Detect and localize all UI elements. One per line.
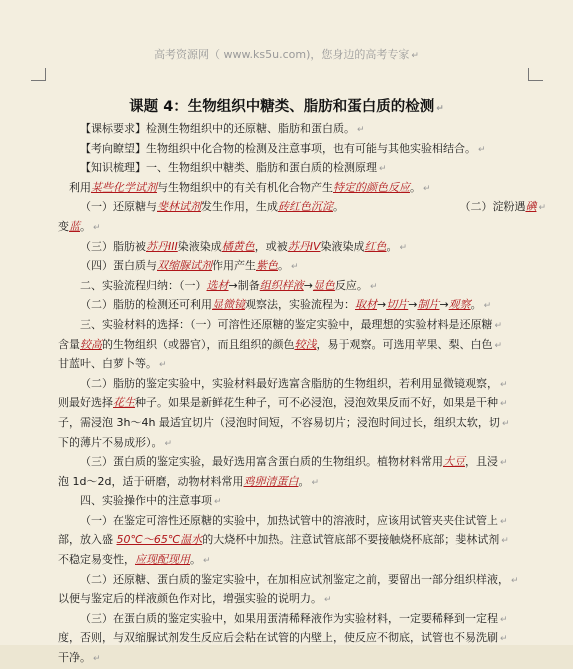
return-mark: ↵ — [93, 654, 101, 665]
paragraph-line-l25 — [58, 590, 546, 610]
text-run: → — [439, 298, 449, 312]
paragraph-line-l3 — [58, 159, 546, 179]
return-mark: ↵ — [311, 477, 320, 488]
text-run: （三）脂肪被 — [80, 239, 146, 253]
return-mark: ↵ — [436, 104, 444, 114]
title-text: 课题 4：生物组织中糖类、脂肪和蛋白质的检测 — [129, 99, 435, 115]
text-run: 。 — [470, 298, 482, 312]
text-run: ，且浸 — [465, 455, 498, 469]
return-mark: ↵ — [164, 438, 173, 449]
text-run: （二）脂肪的鉴定实验中，实验材料最好选富含脂肪的生物组织，若利用显微镜观察， — [80, 376, 498, 390]
text-run: 的大烧杯中加热。注意试管底部不要接触烧杯底部；斐林试剂 — [202, 533, 500, 547]
highlighted-term: 鸡卵清蛋白 — [243, 474, 299, 488]
text-run: 利用 — [58, 180, 91, 194]
text-run: ，或被 — [254, 239, 288, 253]
highlighted-term: 苏丹IV — [287, 239, 321, 253]
text-run: （三）蛋白质的鉴定实验，最好选用富含蛋白质的生物组织。植物材料常用 — [80, 455, 443, 469]
return-mark: ↵ — [291, 262, 299, 273]
text-run: 。 — [410, 180, 421, 194]
return-mark: ↵ — [214, 497, 222, 508]
paragraph-line-l2 — [58, 140, 546, 160]
text-run: 观察法，实验流程为： — [245, 298, 355, 312]
highlighted-term: 观察 — [448, 298, 471, 312]
text-run: 与生物组织中的有关有机化合物产生 — [157, 180, 333, 194]
text-run: 。 — [298, 474, 310, 488]
text-run: （一）在鉴定可溶性还原糖的实验中，加热试管中的溶液时，应该用试管夹夹住试管上 — [80, 513, 498, 527]
highlighted-term: 切片 — [386, 298, 409, 312]
return-mark: ↵ — [203, 556, 211, 567]
paragraph-line-l27 — [58, 629, 546, 649]
text-run: 二、实验流程归纳：（一） — [80, 278, 207, 292]
text-run: （三）在蛋白质的鉴定实验中，如果用蛋清稀释液作为实验材料，一定要稀释到一定程 — [80, 611, 498, 625]
text-run: （四）蛋白质与 — [80, 259, 157, 273]
text-run: 反应。 — [334, 278, 368, 292]
document-body[interactable] — [58, 120, 546, 669]
highlighted-term: 显色 — [312, 278, 335, 292]
paragraph-line-l10 — [58, 296, 546, 316]
text-run: 变 — [58, 219, 69, 233]
paragraph-line-l16 — [58, 414, 546, 434]
paragraph-line-l11 — [58, 316, 546, 336]
text-run: 则最好选择 — [58, 396, 113, 410]
text-run: 【知识梳理】一、生物组织中糖类、脂肪和蛋白质的检测原理 — [80, 161, 377, 175]
paragraph-line-l17 — [58, 434, 546, 454]
highlighted-term: 制片 — [417, 298, 440, 312]
text-run: 不稳定易变性， — [58, 553, 135, 567]
return-mark: ↵ — [423, 183, 431, 194]
text-run: （一）还原糖与 — [80, 200, 157, 214]
highlighted-term: 砖红色沉淀 — [278, 200, 333, 214]
return-mark: ↵ — [500, 516, 508, 527]
highlighted-term: 红色 — [364, 239, 387, 253]
crop-mark-top-right — [528, 68, 543, 81]
paragraph-line-l26 — [58, 610, 546, 630]
highlighted-term: 取材 — [355, 298, 377, 312]
return-mark: ↵ — [500, 399, 508, 410]
text-run: → — [377, 298, 387, 312]
highlighted-term: 较浅 — [294, 337, 317, 351]
paragraph-line-l14 — [58, 375, 546, 395]
crop-mark-top-left — [31, 68, 46, 81]
paragraph-line-l20 — [58, 492, 546, 512]
paragraph-line-l13 — [58, 355, 546, 375]
text-run: （二）还原糖、蛋白质的鉴定实验中，在加相应试剂鉴定之前，要留出一部分组织样液， — [80, 572, 509, 586]
paragraph-line-l5 — [58, 198, 546, 218]
return-mark: ↵ — [411, 51, 419, 61]
return-mark: ↵ — [494, 320, 503, 331]
paragraph-line-l6 — [58, 218, 546, 238]
paragraph-line-l21 — [58, 512, 546, 532]
text-run: 作用产生 — [212, 259, 256, 273]
text-run: → — [303, 278, 313, 292]
return-mark: ↵ — [324, 595, 332, 606]
text-run: 四、实验操作中的注意事项 — [80, 494, 212, 508]
page-title — [0, 95, 573, 116]
return-mark: ↵ — [357, 125, 365, 135]
highlighted-term: 特定的颜色反应 — [333, 180, 410, 194]
text-run: 泡 1d～2d，适于研磨，动物材料常用 — [58, 474, 244, 488]
return-mark: ↵ — [500, 458, 508, 469]
highlighted-term: 某些化学试剂 — [91, 180, 157, 194]
return-mark: ↵ — [483, 301, 492, 312]
text-run: 种子。如果是新鲜花生种子，可不必浸泡，浸泡效果反而不好，如果是干种 — [135, 396, 498, 410]
paragraph-line-l4 — [58, 179, 546, 199]
text-run: 。 — [278, 259, 289, 273]
page-header — [0, 46, 573, 62]
return-mark: ↵ — [369, 281, 378, 292]
text-run: →制备 — [228, 278, 260, 292]
text-run: 部，放入盛 — [58, 533, 117, 547]
text-run: 含量 — [58, 337, 80, 351]
highlighted-term: 碘 — [525, 200, 537, 214]
paragraph-line-l19 — [58, 473, 546, 493]
paragraph-line-l22 — [58, 531, 546, 551]
text-run: 。 — [386, 239, 398, 253]
paragraph-line-l24 — [58, 571, 546, 591]
header-text: 高考资源网（ www.ks5u.com)，您身边的高考专家 — [154, 48, 410, 61]
text-run: 度，否则，与双缩脲试剂发生反应后会粘在试管的内壁上，使反应不彻底，试管也不易洗刷 — [58, 631, 498, 645]
text-run: 的生物组织（或器官），而且组织的颜色 — [102, 337, 295, 351]
return-mark: ↵ — [379, 164, 387, 175]
text-run: 。 — [80, 219, 91, 233]
text-run: 发生作用，生成 — [201, 200, 278, 214]
highlighted-term: 组织样液 — [259, 278, 304, 292]
highlighted-term: 双缩脲试剂 — [157, 259, 212, 273]
text-run: 下的薄片不易成形）。 — [58, 435, 163, 449]
paragraph-line-l23 — [58, 551, 546, 571]
return-mark: ↵ — [93, 222, 101, 233]
text-run: 染液染成 — [320, 239, 365, 253]
text-run: 【考向瞭望】生物组织中化合物的检测及注意事项，也有可能与其他实验相结合。 — [80, 141, 476, 155]
return-mark: ↵ — [501, 536, 509, 547]
text-run: 【课标要求】检测生物组织中的还原糖、脂肪和蛋白质。 — [80, 122, 355, 135]
return-mark: ↵ — [511, 575, 519, 586]
text-run: 干净。 — [58, 651, 91, 665]
text-run: 。 — [333, 200, 344, 214]
text-run: 三、实验材料的选择：（一）可溶性还原糖的鉴定实验中，最理想的实验材料是还原糖 — [80, 317, 493, 331]
return-mark: ↵ — [501, 418, 510, 429]
return-mark: ↵ — [478, 144, 486, 155]
highlighted-term: 橘黄色 — [221, 239, 255, 253]
return-mark: ↵ — [538, 203, 546, 214]
paragraph-line-l18 — [58, 453, 546, 473]
text-run: → — [408, 298, 418, 312]
text-run: （二）脂肪的检测还可利用 — [80, 298, 212, 312]
return-mark: ↵ — [500, 379, 508, 390]
highlighted-term: 显微镜 — [212, 298, 245, 312]
highlighted-term: 紫色 — [256, 259, 278, 273]
text-run: 染液染成 — [177, 239, 222, 253]
text-run: （二）淀粉遇 — [459, 200, 526, 214]
highlighted-term: 应现配现用 — [135, 553, 190, 567]
paragraph-line-l8 — [58, 257, 546, 277]
text-run: 以便与鉴定后的样液颜色作对比，增强实验的说明力。 — [58, 592, 322, 606]
return-mark: ↵ — [500, 614, 508, 625]
text-run: ，易于观察。可选用苹果、梨、白色 — [316, 337, 493, 351]
right-aligned-run — [459, 198, 546, 218]
highlighted-term: 选材 — [206, 278, 229, 292]
text-run: 。 — [190, 553, 201, 567]
paragraph-line-l28 — [58, 649, 546, 669]
return-mark: ↵ — [159, 360, 167, 371]
highlighted-term: 花生 — [113, 396, 135, 410]
text-run: 甘蓝叶、白萝卜等。 — [58, 357, 157, 371]
paragraph-line-l1 — [58, 120, 546, 140]
text-run: 子，需浸泡 3h～4h 最适宜切片（浸泡时间短，不容易切片；浸泡时间过长，组织太软，切 — [58, 415, 500, 429]
highlighted-term: 苏丹III — [146, 239, 178, 253]
highlighted-term: 50℃～65℃温水 — [116, 533, 203, 547]
paragraph-line-l9 — [58, 277, 546, 297]
highlighted-term: 大豆 — [443, 455, 465, 469]
return-mark: ↵ — [494, 340, 503, 351]
highlighted-term: 斐林试剂 — [157, 200, 201, 214]
paragraph-line-l12 — [58, 336, 546, 356]
paragraph-line-l15 — [58, 394, 546, 414]
paragraph-line-l7 — [58, 238, 546, 258]
highlighted-term: 较高 — [80, 337, 102, 351]
highlighted-term: 蓝 — [69, 219, 80, 233]
return-mark: ↵ — [500, 634, 508, 645]
return-mark: ↵ — [399, 242, 408, 253]
